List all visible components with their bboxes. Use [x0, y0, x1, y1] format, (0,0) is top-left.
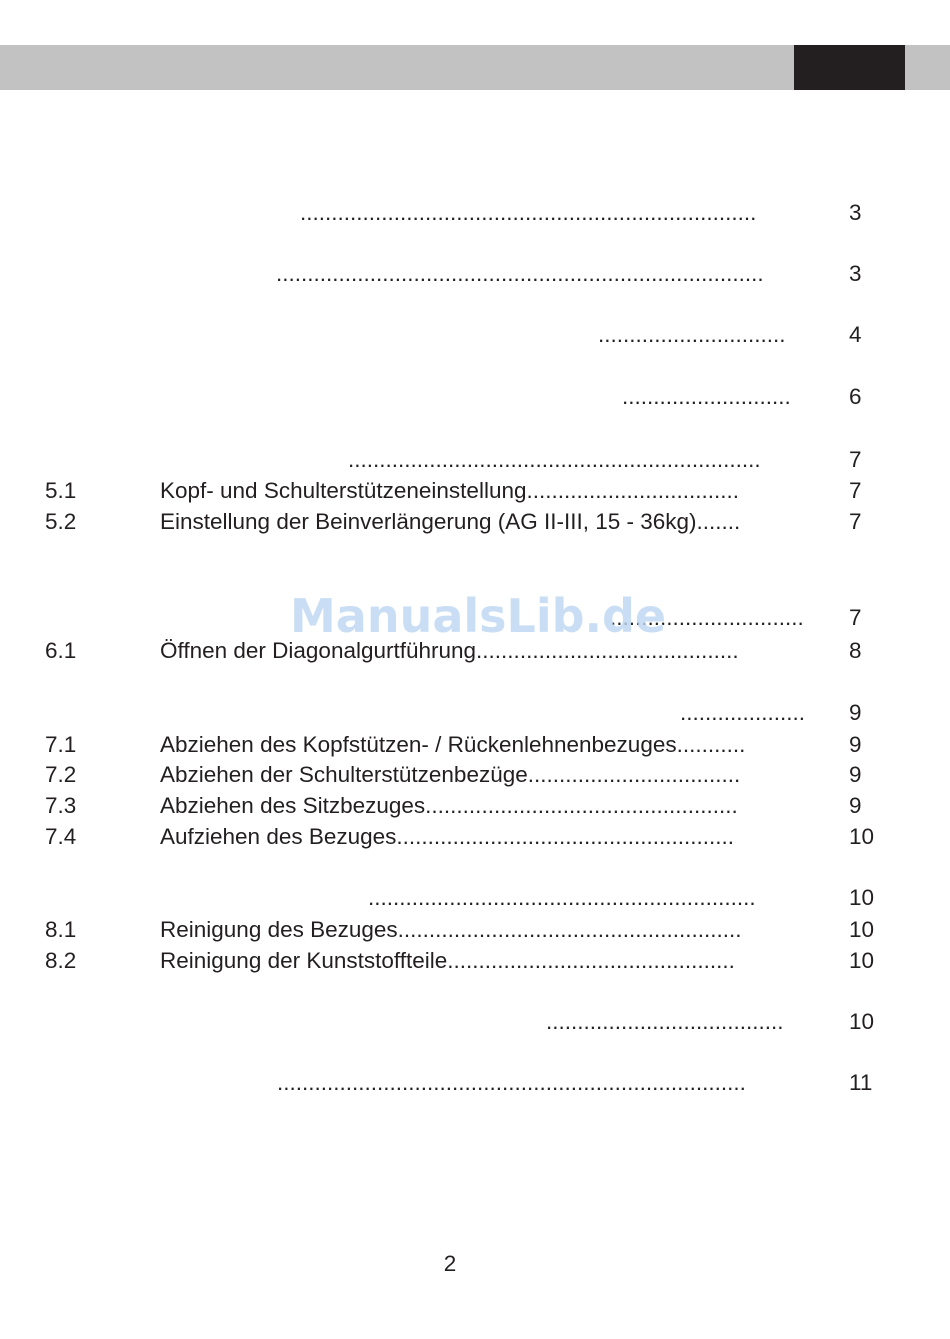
header-black-block — [794, 45, 905, 90]
toc-page-6: 7 — [849, 605, 862, 630]
toc-number-7-1: 7.1 — [45, 732, 77, 757]
toc-entry-7-4[interactable]: Aufziehen des Bezuges...................................................... — [160, 824, 734, 849]
page-number: 2 — [443, 1251, 457, 1276]
toc-page-10: 11 — [849, 1070, 873, 1095]
toc-entry-5-1[interactable]: Kopf- und Schulterstützeneinstellung.................................. — [160, 478, 740, 503]
toc-entry-7-3[interactable]: Abziehen des Sitzbezuges.................................................. — [160, 793, 738, 818]
toc-leader-9: ...................................... — [546, 1009, 784, 1034]
toc-number-7-4: 7.4 — [45, 824, 77, 849]
toc-page-1: 3 — [849, 200, 862, 225]
toc-leader-7: .................... — [680, 700, 806, 725]
toc-number-7-2: 7.2 — [45, 762, 77, 787]
toc-entry-6-1[interactable]: Öffnen der Diagonalgurtführung.......................................... — [160, 638, 739, 663]
toc-page-7-3: 9 — [849, 793, 862, 818]
toc-page-7-2: 9 — [849, 762, 862, 787]
toc-page-7-4: 10 — [849, 824, 875, 849]
toc-number-8-2: 8.2 — [45, 948, 77, 973]
toc-page-3: 4 — [849, 322, 862, 347]
toc-leader-2: .............................................................................. — [276, 261, 764, 286]
toc-page-5: 7 — [849, 447, 862, 472]
toc-leader-3: .............................. — [598, 322, 786, 347]
toc-page-7: 9 — [849, 700, 862, 725]
toc-number-6-1: 6.1 — [45, 638, 77, 663]
toc-leader-1: ......................................................................... — [300, 200, 757, 225]
toc-number-8-1: 8.1 — [45, 917, 77, 942]
toc-leader-4: ........................... — [622, 384, 791, 409]
toc-entry-8-1[interactable]: Reinigung des Bezuges....................................................... — [160, 917, 742, 942]
toc-number-5-2: 5.2 — [45, 509, 77, 534]
toc-entry-7-1[interactable]: Abziehen des Kopfstützen- / Rückenlehnenbezuges........... — [160, 732, 746, 757]
toc-number-5-1: 5.1 — [45, 478, 77, 503]
toc-entry-7-2[interactable]: Abziehen der Schulterstützenbezüge.................................. — [160, 762, 741, 787]
watermark: ManualsLib.de — [290, 589, 667, 643]
toc-page-4: 6 — [849, 384, 862, 409]
toc-number-7-3: 7.3 — [45, 793, 77, 818]
toc-leader-8: .............................................................. — [368, 885, 756, 910]
toc-leader-5: .................................................................. — [348, 447, 761, 472]
toc-page-9: 10 — [849, 1009, 875, 1034]
toc-page-5-1: 7 — [849, 478, 862, 503]
toc-entry-8-2[interactable]: Reinigung der Kunststoffteile.............................................. — [160, 948, 735, 973]
toc-page-6-1: 8 — [849, 638, 862, 663]
toc-page-7-1: 9 — [849, 732, 862, 757]
toc-entry-5-2[interactable]: Einstellung der Beinverlängerung (AG II-III, 15 - 36kg)....... — [160, 509, 741, 534]
toc-leader-6: ............................... — [610, 605, 804, 630]
toc-page-5-2: 7 — [849, 509, 862, 534]
toc-page-8-1: 10 — [849, 917, 875, 942]
toc-page-8: 10 — [849, 885, 875, 910]
toc-leader-10: ........................................................................... — [277, 1070, 746, 1095]
toc-page-8-2: 10 — [849, 948, 875, 973]
toc-page-2: 3 — [849, 261, 862, 286]
